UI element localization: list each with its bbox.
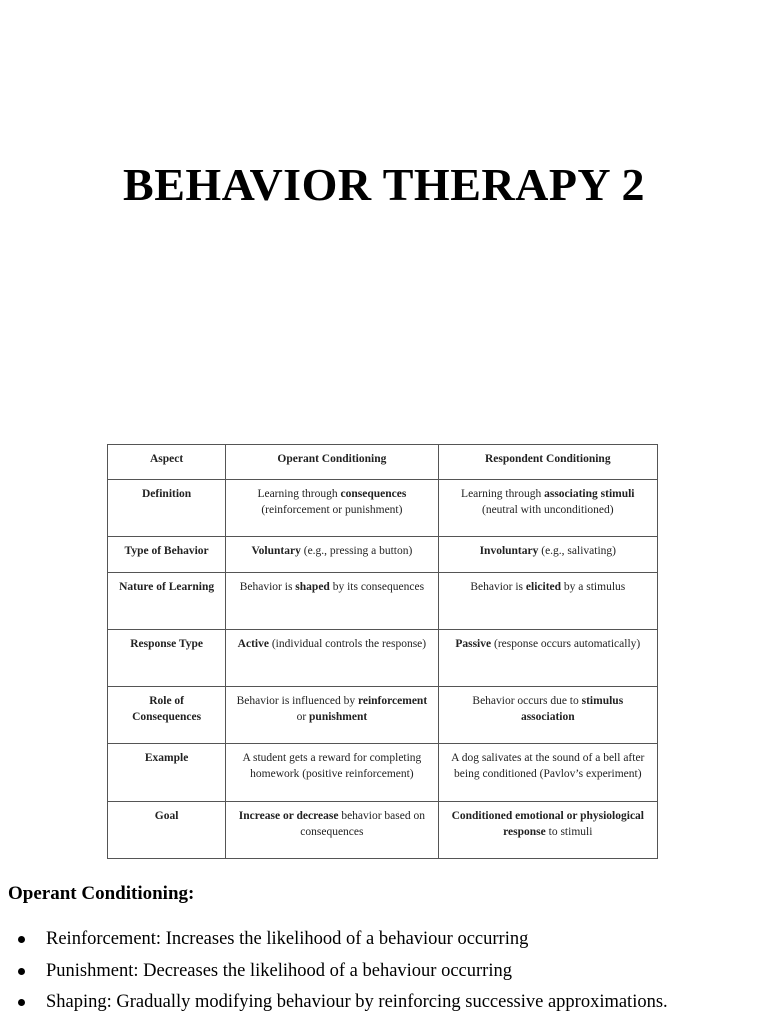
operant-cell bbox=[226, 537, 438, 573]
list-item bbox=[0, 925, 668, 957]
bold-text-run: reinforcement bbox=[357, 695, 428, 707]
bullet-icon bbox=[18, 968, 25, 975]
header-operant-conditioning: Operant Conditioning bbox=[226, 445, 438, 480]
bold-text-run: Increase or decrease bbox=[238, 810, 339, 822]
header-aspect: Aspect bbox=[108, 445, 226, 480]
aspect-cell: Role of Consequences bbox=[108, 687, 226, 744]
respondent-cell bbox=[438, 573, 657, 630]
table-row bbox=[108, 630, 658, 687]
table-header-row bbox=[108, 445, 658, 480]
bullet-icon bbox=[18, 999, 25, 1006]
text-run: (e.g., salivating) bbox=[538, 545, 616, 557]
table-row bbox=[108, 802, 658, 859]
comparison-table-wrapper bbox=[107, 444, 658, 859]
text-run: A student gets a reward for completing homework (positive reinforcement) bbox=[242, 752, 422, 780]
text-run: Behavior is influenced by bbox=[236, 695, 358, 707]
bold-text-run: associating stimuli bbox=[544, 488, 635, 500]
bullet-list bbox=[0, 925, 668, 1020]
operant-cell bbox=[226, 687, 438, 744]
aspect-cell: Example bbox=[108, 744, 226, 802]
page-title: BEHAVIOR THERAPY 2 bbox=[123, 159, 645, 210]
list-item-text: Reinforcement: Increases the likelihood of a behaviour occurring bbox=[46, 929, 529, 949]
bullet-icon bbox=[18, 936, 25, 943]
text-run: to stimuli bbox=[545, 826, 593, 838]
text-run: (reinforcement or punishment) bbox=[261, 504, 403, 516]
table-row bbox=[108, 573, 658, 630]
comparison-table bbox=[107, 444, 658, 859]
bold-text-run: Active bbox=[237, 638, 269, 650]
table-row bbox=[108, 480, 658, 537]
list-item-text: Shaping: Gradually modifying behaviour by reinforcing successive approximations. bbox=[46, 992, 668, 1012]
operant-cell bbox=[226, 744, 438, 802]
bold-text-run: punishment bbox=[309, 711, 368, 723]
table-row bbox=[108, 537, 658, 573]
bold-text-run: stimulus association bbox=[520, 695, 624, 723]
list-item-text: Punishment: Decreases the likelihood of a behaviour occurring bbox=[46, 960, 512, 981]
respondent-cell bbox=[438, 480, 657, 537]
aspect-cell: Nature of Learning bbox=[108, 573, 226, 630]
section-heading-operant-conditioning: Operant Conditioning: bbox=[8, 883, 195, 904]
text-run: by its consequences bbox=[329, 581, 425, 593]
header-respondent-conditioning: Respondent Conditioning bbox=[438, 445, 657, 480]
text-run: Learning through bbox=[257, 488, 341, 500]
text-run: (response occurs automatically) bbox=[491, 638, 641, 650]
text-run: Behavior is bbox=[470, 581, 526, 593]
text-run: (individual controls the response) bbox=[268, 638, 427, 650]
aspect-cell: Definition bbox=[108, 480, 226, 537]
aspect-cell: Response Type bbox=[108, 630, 226, 687]
text-run: behavior based on consequences bbox=[300, 810, 425, 838]
list-item bbox=[0, 988, 668, 1020]
text-run: Learning through bbox=[461, 488, 545, 500]
text-run: (neutral with unconditioned) bbox=[482, 504, 614, 516]
operant-cell bbox=[226, 802, 438, 859]
text-run: Behavior occurs due to bbox=[472, 695, 582, 707]
operant-cell bbox=[226, 630, 438, 687]
bold-text-run: Voluntary bbox=[251, 545, 301, 557]
respondent-cell bbox=[438, 537, 657, 573]
table-row bbox=[108, 744, 658, 802]
table-row bbox=[108, 687, 658, 744]
operant-cell bbox=[226, 573, 438, 630]
text-run: by a stimulus bbox=[561, 581, 626, 593]
text-run: A dog salivates at the sound of a bell after being conditioned (Pavlov’s experiment) bbox=[451, 752, 645, 780]
respondent-cell bbox=[438, 687, 657, 744]
list-item bbox=[0, 957, 668, 989]
bold-text-run: consequences bbox=[340, 488, 407, 500]
aspect-cell: Type of Behavior bbox=[108, 537, 226, 573]
bold-text-run: Conditioned emotional or physiological response bbox=[451, 810, 644, 838]
text-run: or bbox=[296, 711, 310, 723]
table-body bbox=[108, 480, 658, 859]
respondent-cell bbox=[438, 744, 657, 802]
operant-cell bbox=[226, 480, 438, 537]
bold-text-run: elicited bbox=[525, 581, 562, 593]
bold-text-run: Involuntary bbox=[479, 545, 539, 557]
respondent-cell bbox=[438, 630, 657, 687]
text-run: Behavior is bbox=[239, 581, 296, 593]
aspect-cell: Goal bbox=[108, 802, 226, 859]
respondent-cell bbox=[438, 802, 657, 859]
bold-text-run: Passive bbox=[455, 638, 492, 650]
bold-text-run: shaped bbox=[295, 581, 330, 593]
text-run: (e.g., pressing a button) bbox=[300, 545, 413, 557]
